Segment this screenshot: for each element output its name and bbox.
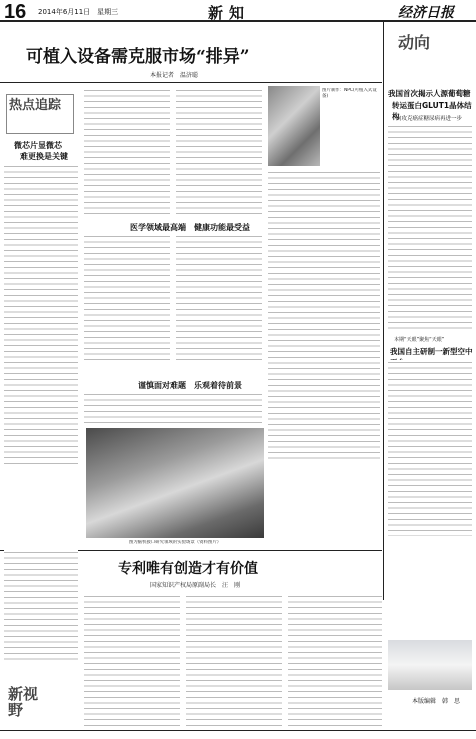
footer-rule xyxy=(0,730,476,731)
main-body-col4 xyxy=(176,234,262,364)
main-byline: 本报记者 温济聪 xyxy=(150,72,199,79)
subheading-1: 医学领域最高端 健康功能最受益 xyxy=(130,223,250,232)
right-column-label: 动向 xyxy=(398,33,431,52)
bottom-left-body xyxy=(4,550,78,660)
right-subtitle-1: 向攻克癌症糖尿病再进一步 xyxy=(396,116,463,122)
left-article-title-2: 难更换是关键 xyxy=(20,152,68,161)
newspaper-logo: 经济日报 xyxy=(398,5,454,21)
main-body-col2 xyxy=(176,88,262,214)
main-headline: 可植入设备需克服市场“排异” xyxy=(26,47,250,67)
bottom-body-col1 xyxy=(84,594,180,726)
page-date: 2014年6月11日 星期三 xyxy=(38,8,119,16)
right-article-1-body xyxy=(388,124,472,330)
divider xyxy=(0,82,382,83)
main-body-col1 xyxy=(84,88,170,214)
photo-caption-main: 图为脑机接口研究领域的实验场景（资料图片） xyxy=(128,540,222,545)
article-photo-small xyxy=(268,86,320,166)
left-article-title-1: 微芯片显微芯 xyxy=(14,141,62,150)
bottom-byline: 国家知识产权局原副局长 汪 刚 xyxy=(150,582,241,589)
right-title-2: 我国自主研制一新型空中 xyxy=(390,347,473,356)
right-title-1a: 我国首次揭示人源葡萄糖 xyxy=(388,89,471,98)
right-column-divider xyxy=(383,22,384,600)
photo-caption-top: 图片制作：NPC(可植入式设备) xyxy=(322,88,377,99)
right-article-2-body xyxy=(388,360,472,536)
subheading-2: 谨慎面对难题 乐观着待前景 xyxy=(138,381,242,390)
right-title-1b: 转运蛋白GLUT1晶体结构 xyxy=(392,101,472,121)
bottom-body-col2 xyxy=(186,594,282,726)
bottom-body-col3 xyxy=(288,594,382,726)
bottom-right-photo xyxy=(388,640,472,690)
main-body-col3 xyxy=(84,234,170,364)
bottom-headline: 专利唯有创造才有价值 xyxy=(118,561,258,577)
section-title: 新知 xyxy=(208,4,251,22)
column-label: 热点追踪 xyxy=(6,94,74,134)
bottom-column-label: 新视野 xyxy=(8,685,39,719)
page-editor: 本版编辑 韩 思 xyxy=(412,698,461,705)
right-title-2-prefix: 本期“天眼”聚焦“天眼” xyxy=(394,337,445,343)
main-body-col6 xyxy=(84,392,262,424)
main-body-col5 xyxy=(268,170,380,460)
page-number: 16 xyxy=(4,1,27,23)
left-article-body xyxy=(4,164,78,464)
article-photo-main xyxy=(86,428,264,538)
